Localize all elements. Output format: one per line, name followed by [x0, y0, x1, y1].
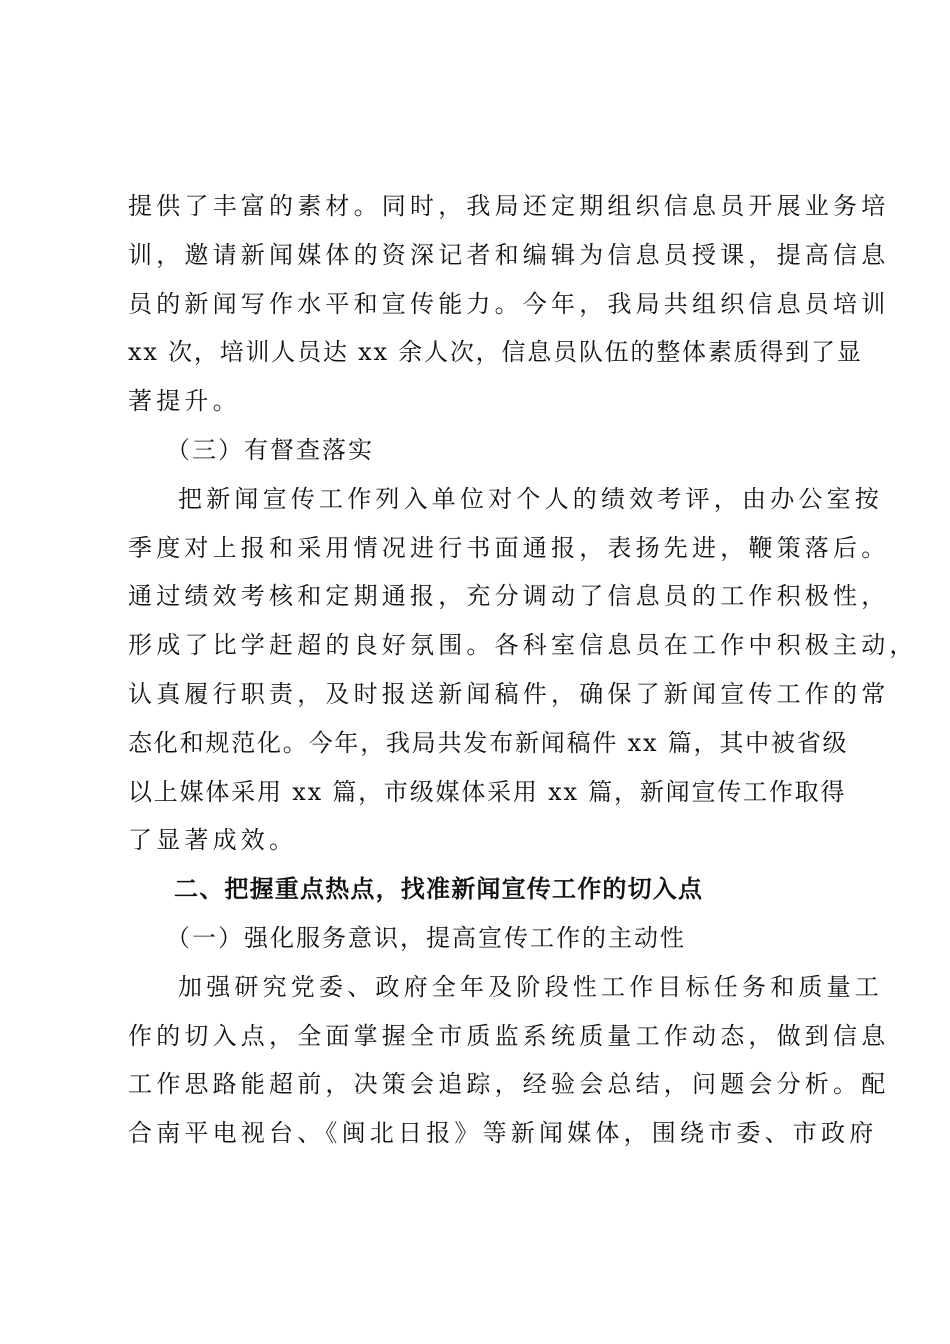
paragraph-line: 以上媒体采用 xx 篇，市级媒体采用 xx 篇，新闻宣传工作取得 — [128, 777, 847, 806]
paragraph-line: 季度对上报和采用情况进行书面通报，表扬先进，鞭策落后。 — [128, 533, 890, 562]
paragraph-line: 作的切入点，全面掌握全市质监系统质量工作动态，做到信息 — [128, 1021, 890, 1050]
paragraph-line: 著提升。 — [128, 387, 241, 416]
paragraph-line: 通过绩效考核和定期通报，充分调动了信息员的工作积极性， — [128, 582, 890, 611]
paragraph-line: 形成了比学赶超的良好氛围。各科室信息员在工作中积极主动， — [128, 631, 918, 660]
paragraph-line: 加强研究党委、政府全年及阶段性工作目标任务和质量工 — [178, 972, 883, 1001]
paragraph-line: 了显著成效。 — [128, 826, 298, 855]
paragraph-line: 提供了丰富的素材。同时，我局还定期组织信息员开展业务培 — [128, 192, 890, 220]
paragraph-line: 把新闻宣传工作列入单位对个人的绩效考评，由办公室按 — [178, 484, 883, 513]
paragraph-line: 工作思路能超前，决策会追踪，经验会总结，问题会分析。配 — [128, 1070, 890, 1099]
paragraph-line: 态化和规范化。今年，我局共发布新闻稿件 xx 篇，其中被省级 — [128, 728, 849, 757]
section-heading: 二、把握重点热点，找准新闻宣传工作的切入点 — [174, 875, 704, 904]
paragraph-line: 认真履行职责，及时报送新闻稿件，确保了新闻宣传工作的常 — [128, 679, 890, 708]
document-body — [128, 182, 918, 1158]
paragraph-line: 合南平电视台、《闽北日报》等新闻媒体，围绕市委、市政府 — [128, 1119, 878, 1148]
section-subheading: （一）强化服务意识，提高宣传工作的主动性 — [166, 923, 686, 952]
paragraph-line: xx 次，培训人员达 xx 余人次，信息员队伍的整体素质得到了显 — [128, 338, 863, 367]
section-subheading: （三）有督查落实 — [166, 435, 374, 464]
paragraph-line: 训，邀请新闻媒体的资深记者和编辑为信息员授课，提高信息 — [128, 240, 890, 269]
paragraph-line: 员的新闻写作水平和宣传能力。今年，我局共组织信息员培训 — [128, 289, 890, 318]
